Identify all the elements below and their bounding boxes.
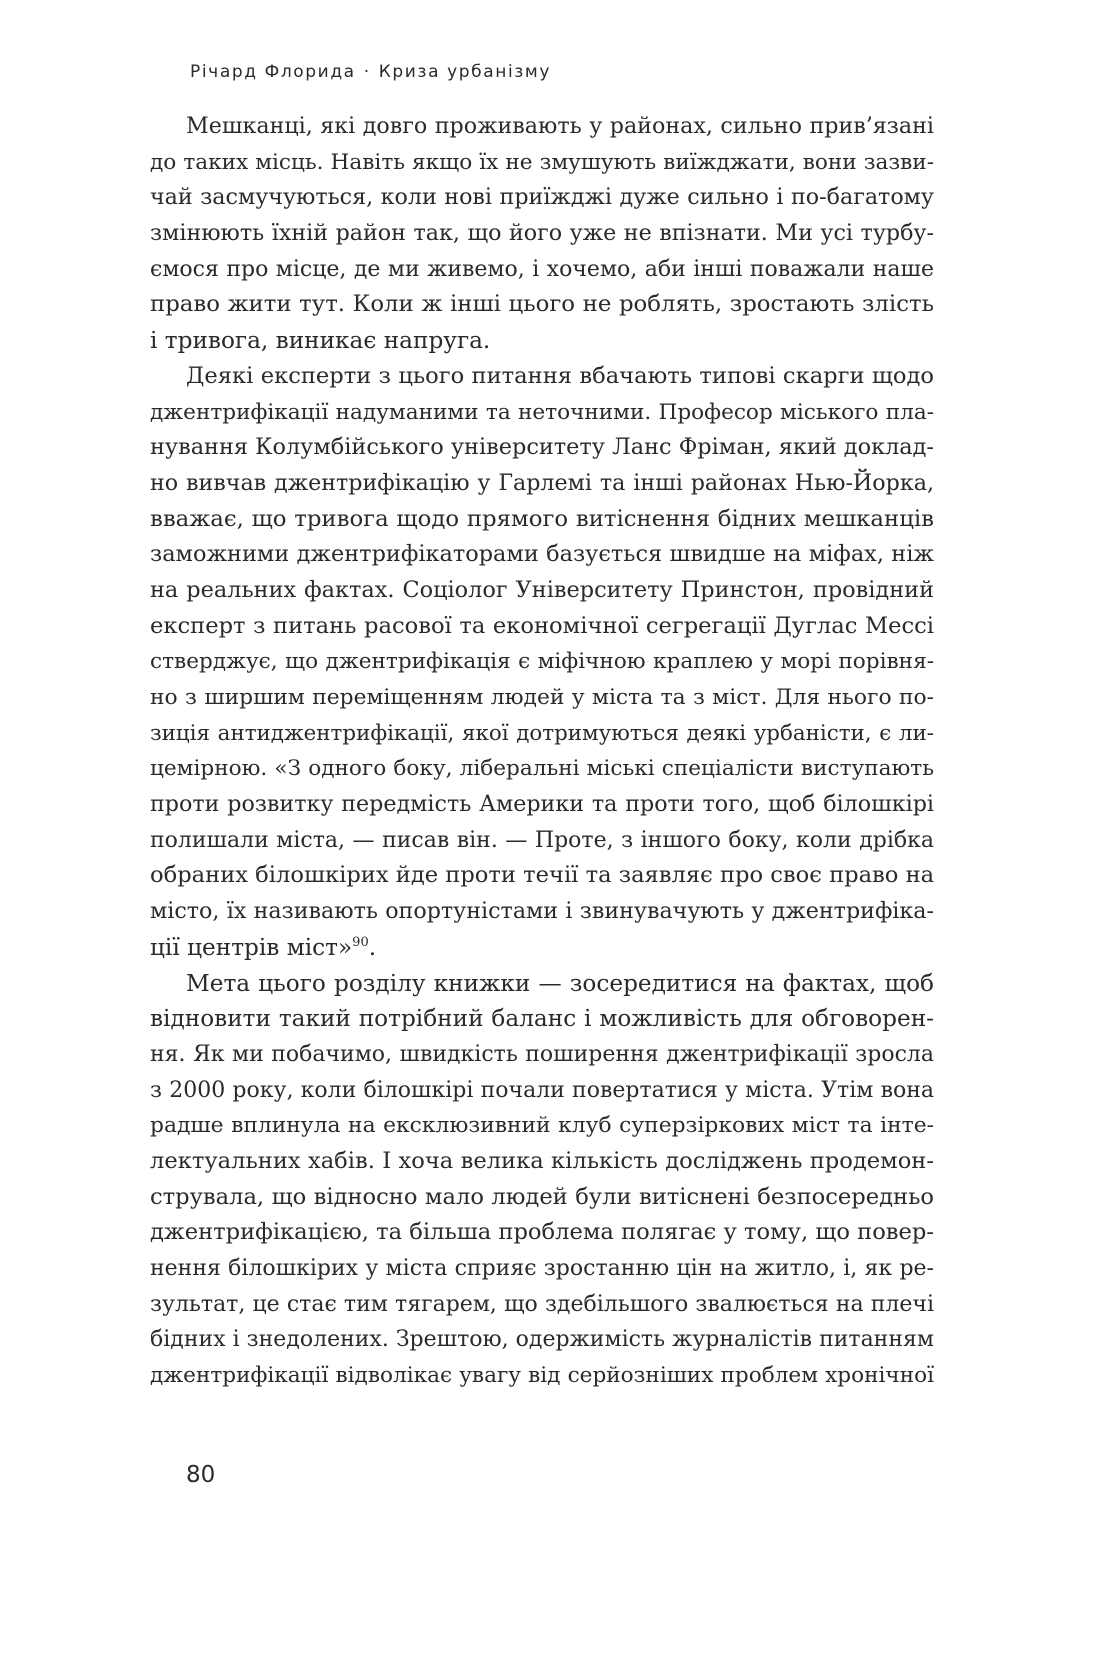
text-line: бідних і знедолених. Зрештою, одержимість журналістів питанням [150, 1327, 934, 1353]
text-line: експерт з питань расової та економічної сегрегації Дуглас Мессі [150, 612, 934, 639]
footnote-suffix: . [368, 933, 377, 961]
text-line: радше вплинула на ексклюзивний клуб суперзіркових міст та інте- [150, 1113, 934, 1139]
text-line: Мета цього розділу книжки — зосередитися на фактах, щоб [186, 969, 934, 997]
text-line: вважає, що тривога щодо прямого витіснення бідних мешканців [150, 505, 934, 532]
text-line: нення білошкірих у міста сприяє зростанню цін на житло, і, як ре- [150, 1256, 934, 1281]
text-line: змінюють їхній район так, що його уже не впізнати. Ми усі турбу- [150, 220, 934, 247]
text-line: до таких місць. Навіть якщо їх не змушують виїжджати, вони зазви- [150, 149, 934, 175]
text-line: лектуальних хабів. І хоча велика кількість досліджень продемон- [150, 1147, 934, 1174]
text-line: зиція антиджентрифікації, якої дотримуються деякі урбаністи, є ли- [150, 720, 934, 746]
text-line: ня. Як ми побачимо, швидкість поширення джентрифікації зросла [150, 1041, 934, 1067]
text-line: Мешканці, які довго проживають у районах, сильно прив’язані [186, 113, 934, 139]
text-line: зультат, це стає тим тягарем, що здебільшого звалюється на плечі [150, 1291, 934, 1317]
text-line: полишали міста, — писав він. — Проте, з іншого боку, коли дрібка [150, 827, 934, 853]
text-line: право жити тут. Коли ж інші цього не роблять, зростають злість [150, 291, 934, 318]
text-line: з 2000 року, коли білошкірі почали повертатися у міста. Утім вона [150, 1077, 934, 1103]
paragraph-2 [150, 359, 934, 966]
footnote-ref: 90 [352, 934, 369, 950]
text-line: чай засмучуються, коли нові приїжджі дуже сильно і по-багатому [150, 184, 934, 211]
text-line: но вивчав джентрифікацію у Гарлемі та інші районах Нью-Йорка, [150, 469, 934, 496]
text-line: проти розвитку передмість Америки та проти того, щоб білошкірі [150, 791, 934, 818]
text-line: і тривога, виникає напруга. [150, 327, 491, 355]
body-text [150, 109, 934, 1394]
text-line: Деякі експерти з цього питання вбачають типові скарги щодо [186, 362, 934, 389]
running-head-title: Криза урбанізму [378, 62, 552, 82]
text-line: джентрифікацією, та більша проблема полягає у тому, що повер- [150, 1219, 934, 1246]
paragraph-3 [150, 966, 934, 1394]
text-line: джентрифікації відволікає увагу від серйозніших проблем хронічної [150, 1363, 934, 1389]
text-line: стверджує, що джентрифікація є міфічною краплею у морі порівня- [150, 649, 934, 675]
page-number: 80 [186, 1462, 216, 1488]
text-line: нування Колумбійського університету Ланс Фріман, який доклад- [150, 434, 934, 461]
text-line: обраних білошкірих йде проти течії та заявляє про своє право на [150, 862, 935, 889]
text-line: місто, їх називають опортуністами і звинувачують у джентрифіка- [150, 898, 934, 925]
running-head-separator: · [363, 62, 371, 82]
text-line-content: ції центрів міст» [150, 933, 353, 961]
text-line: заможними джентрифікаторами базується швидше на міфах, ніж [150, 541, 934, 568]
text-line: ємося про місце, де ми живемо, і хочемо, аби інші поважали наше [150, 256, 934, 282]
text-line: джентрифікації надуманими та неточними. Професор міського пла- [150, 399, 934, 425]
text-line: струвала, що відносно мало людей були витіснені безпосередньо [150, 1183, 934, 1210]
paragraph-1 [150, 109, 934, 359]
text-line: цемірною. «З одного боку, ліберальні міські спеціалісти виступають [150, 756, 934, 782]
text-line: на реальних фактах. Соціолог Університету Принстон, провідний [150, 576, 934, 603]
running-head [190, 62, 551, 82]
text-line: відновити такий потрібний баланс і можливість для обговорен- [150, 1005, 934, 1033]
text-line: но з ширшим переміщенням людей у міста та з міст. Для нього по- [150, 685, 934, 710]
running-head-author: Річард Флорида [190, 62, 356, 82]
text-line-last [150, 930, 934, 966]
